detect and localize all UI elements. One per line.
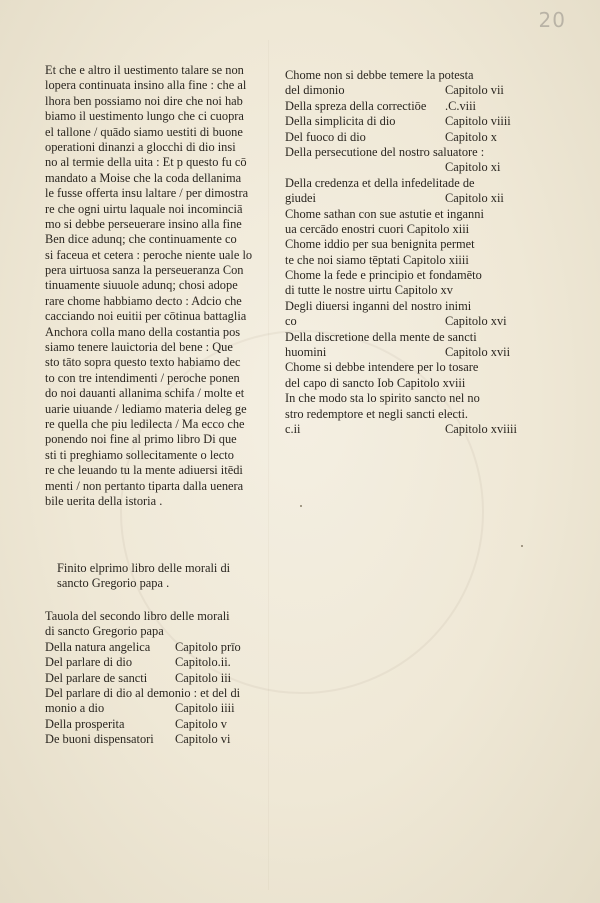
text-line: tinuamente siuuole adunq; chosi adope bbox=[45, 278, 238, 293]
text-line: do noi dauanti allanima schifa / molte et bbox=[45, 386, 245, 401]
toc-entry-title: Chome non si debbe temere la potesta bbox=[285, 68, 474, 82]
toc-heading-line: di sancto Gregorio papa bbox=[45, 624, 164, 639]
toc-entry-title: del dimonio bbox=[285, 83, 345, 98]
toc-entry-title: di tutte le nostre uirtu Capitolo xv bbox=[285, 283, 453, 298]
toc-entry bbox=[45, 717, 285, 732]
toc-entry bbox=[285, 207, 535, 222]
explicit-line: sancto Gregorio papa . bbox=[57, 576, 170, 591]
toc-entry-title: In che modo sta lo spirito sancto nel no bbox=[285, 391, 480, 406]
text-line: ponendo noi fine al primo libro Di que bbox=[45, 432, 237, 447]
text-line: lhora ben possiamo noi dire che noi hab bbox=[45, 93, 243, 108]
toc-entry-chapter: Capitolo prīo bbox=[175, 639, 241, 654]
toc-entry-title: Chome la fede e principio et fondamēto bbox=[285, 268, 482, 283]
toc-entry-title: Chome si debbe intendere per lo tosare bbox=[285, 360, 479, 375]
toc-entry-title: Del parlare di dio al demonio : et del di bbox=[45, 685, 241, 700]
toc-entry bbox=[285, 130, 535, 145]
left-text-column bbox=[45, 63, 275, 509]
toc-entry-chapter: Capitolo v bbox=[175, 716, 227, 731]
toc-entry bbox=[285, 330, 535, 345]
toc-entry bbox=[285, 68, 535, 83]
toc-entry-title: Degli diuersi inganni del nostro inimi bbox=[285, 298, 472, 313]
toc-entry-chapter: Capitolo viiii bbox=[445, 114, 511, 129]
text-line: menti / non pertanto tiparta dalla uenera bbox=[45, 478, 244, 493]
toc-heading-line: Tauola del secondo libro delle morali bbox=[45, 609, 230, 623]
text-line: Anchora colla mano della costantia pos bbox=[45, 324, 241, 339]
explicit-line: Finito elprimo libro delle morali di bbox=[57, 561, 231, 575]
toc-entry-title: Della prosperita bbox=[45, 716, 125, 731]
toc-entry-title: Della persecutione del nostro saluatore : bbox=[285, 144, 485, 159]
toc-entry bbox=[285, 283, 535, 298]
folio-number: 20 bbox=[538, 8, 566, 32]
toc-entry-title: co bbox=[285, 314, 297, 329]
toc-entry bbox=[45, 671, 285, 686]
toc-entry-chapter: .C.viii bbox=[445, 98, 476, 113]
toc-entry-chapter: Capitolo xviiii bbox=[445, 421, 517, 436]
toc-entry bbox=[285, 83, 535, 98]
text-line: mandato a Moise che la coda dellanima bbox=[45, 170, 242, 185]
toc-entry bbox=[285, 191, 535, 206]
text-line: el tallone / quādo siamo uestiti di buone bbox=[45, 124, 243, 139]
toc-entry-title: Della natura angelica bbox=[45, 639, 151, 654]
text-line: mo si debbe perseuerare insino alla fine bbox=[45, 216, 242, 231]
text-line: sto tāto sopra questo texto habiamo dec bbox=[45, 355, 241, 370]
toc-entry-title: Del fuoco di dio bbox=[285, 129, 366, 144]
toc-entry-title: Del parlare di dio bbox=[45, 655, 133, 670]
toc-entry-chapter: Capitolo iiii bbox=[175, 701, 235, 716]
toc-entry-title: Chome sathan con sue astutie et inganni bbox=[285, 206, 484, 221]
toc-entry-title: giudei bbox=[285, 191, 316, 206]
book-explicit bbox=[57, 561, 277, 592]
text-line: le fusse offerta insu laltare / per dimostra bbox=[45, 186, 249, 201]
paper-speck bbox=[521, 545, 523, 547]
toc-entry-chapter: Capitolo x bbox=[445, 129, 497, 144]
text-line: re quella che piu ledilecta / Ma ecco che bbox=[45, 416, 245, 431]
toc-entry bbox=[285, 360, 535, 375]
toc-entry-title: Della spreza della correctiōe bbox=[285, 98, 427, 113]
text-line: lopera continuata insino alla fine : che al bbox=[45, 78, 247, 93]
table-of-contents-right bbox=[285, 68, 535, 437]
toc-entry bbox=[45, 640, 285, 655]
text-line: to con tre intendimenti / peroche ponen bbox=[45, 370, 240, 385]
toc-entry-title: stro redemptore et negli sancti electi. bbox=[285, 406, 469, 421]
toc-entry-title: c.ii bbox=[285, 421, 301, 436]
toc-entry-chapter: Capitolo vi bbox=[175, 732, 231, 747]
text-line: Ben dice adunq; che continuamente co bbox=[45, 232, 237, 247]
text-line: no al termie della uita : Et p questo fu cō bbox=[45, 155, 247, 170]
toc-entry-title: te che noi siamo tēptati Capitolo xiiii bbox=[285, 252, 469, 267]
toc-entry bbox=[285, 299, 535, 314]
text-line: cacciando noi euitii per cōtinua battaglia bbox=[45, 309, 247, 324]
toc-entry-chapter: Capitolo iii bbox=[175, 670, 232, 685]
toc-entry-title: Del parlare de sancti bbox=[45, 670, 148, 685]
toc-entry bbox=[285, 176, 535, 191]
text-line: re che leuando tu la mente adiuersi itēdi bbox=[45, 463, 243, 478]
toc-entry bbox=[285, 145, 535, 160]
toc-entry bbox=[285, 114, 535, 129]
text-line: pera uirtuosa sanza la perseueranza Con bbox=[45, 263, 244, 278]
toc-entry-title bbox=[285, 160, 445, 175]
toc-entry-title: Chome iddio per sua benignita permet bbox=[285, 237, 475, 252]
toc-entry bbox=[285, 99, 535, 114]
toc-entry-title: Della simplicita di dio bbox=[285, 114, 396, 129]
text-line: re che ogni uirtu laquale noi incominciā bbox=[45, 201, 243, 216]
toc-entry bbox=[285, 345, 535, 360]
toc-entry-title: ua cercādo enostri cuori Capitolo xiii bbox=[285, 221, 470, 236]
toc-entry bbox=[285, 314, 535, 329]
toc-entry bbox=[285, 268, 535, 283]
toc-entry bbox=[285, 376, 535, 391]
toc-entry-chapter: Capitolo xii bbox=[445, 191, 504, 206]
text-line: bile uerita della istoria . bbox=[45, 493, 163, 508]
toc-entry bbox=[285, 222, 535, 237]
toc-entry-title: Della discretione della mente de sancti bbox=[285, 329, 477, 344]
paper-speck bbox=[300, 505, 302, 507]
text-line: operationi dinanzi a glocchi di dio insi bbox=[45, 139, 236, 154]
toc-entry bbox=[285, 407, 535, 422]
toc-entry bbox=[45, 732, 285, 747]
toc-entry-chapter: Capitolo vii bbox=[445, 83, 504, 98]
toc-entry bbox=[285, 237, 535, 252]
toc-entry bbox=[285, 253, 535, 268]
toc-entry bbox=[285, 391, 535, 406]
toc-entry-chapter: Capitolo xvi bbox=[445, 314, 507, 329]
toc-entry-title: monio a dio bbox=[45, 701, 105, 716]
text-line: uarie uiuande / lediamo materia deleg ge bbox=[45, 401, 247, 416]
toc-entry-title: del capo di sancto Iob Capitolo xviii bbox=[285, 375, 466, 390]
toc-entry bbox=[285, 422, 535, 437]
text-line: siamo tenere lauictoria del bene : Que bbox=[45, 340, 233, 355]
text-line: rare chome habbiamo decto : Adcio che bbox=[45, 293, 242, 308]
toc-entry-chapter: Capitolo.ii. bbox=[175, 655, 231, 670]
toc-entry bbox=[45, 655, 285, 670]
toc-entry bbox=[285, 160, 535, 175]
toc-entry bbox=[45, 686, 285, 701]
text-line: Et che e altro il uestimento talare se non bbox=[45, 63, 244, 77]
toc-entry-chapter: Capitolo xvii bbox=[445, 345, 511, 360]
toc-entry-title: De buoni dispensatori bbox=[45, 732, 154, 747]
toc-entry-title: huomini bbox=[285, 345, 327, 360]
text-line: sti ti preghiamo sollecitamente o lecto bbox=[45, 447, 234, 462]
table-of-contents-left bbox=[45, 609, 285, 748]
toc-entry-title: Della credenza et della infedelitade de bbox=[285, 175, 475, 190]
text-line: si faceua et cetera : peroche niente uale lo bbox=[45, 247, 253, 262]
toc-entry-chapter: Capitolo xi bbox=[445, 160, 501, 175]
text-line: biamo il uestimento lungo che ci cuopra bbox=[45, 109, 244, 124]
toc-entry bbox=[45, 701, 285, 716]
